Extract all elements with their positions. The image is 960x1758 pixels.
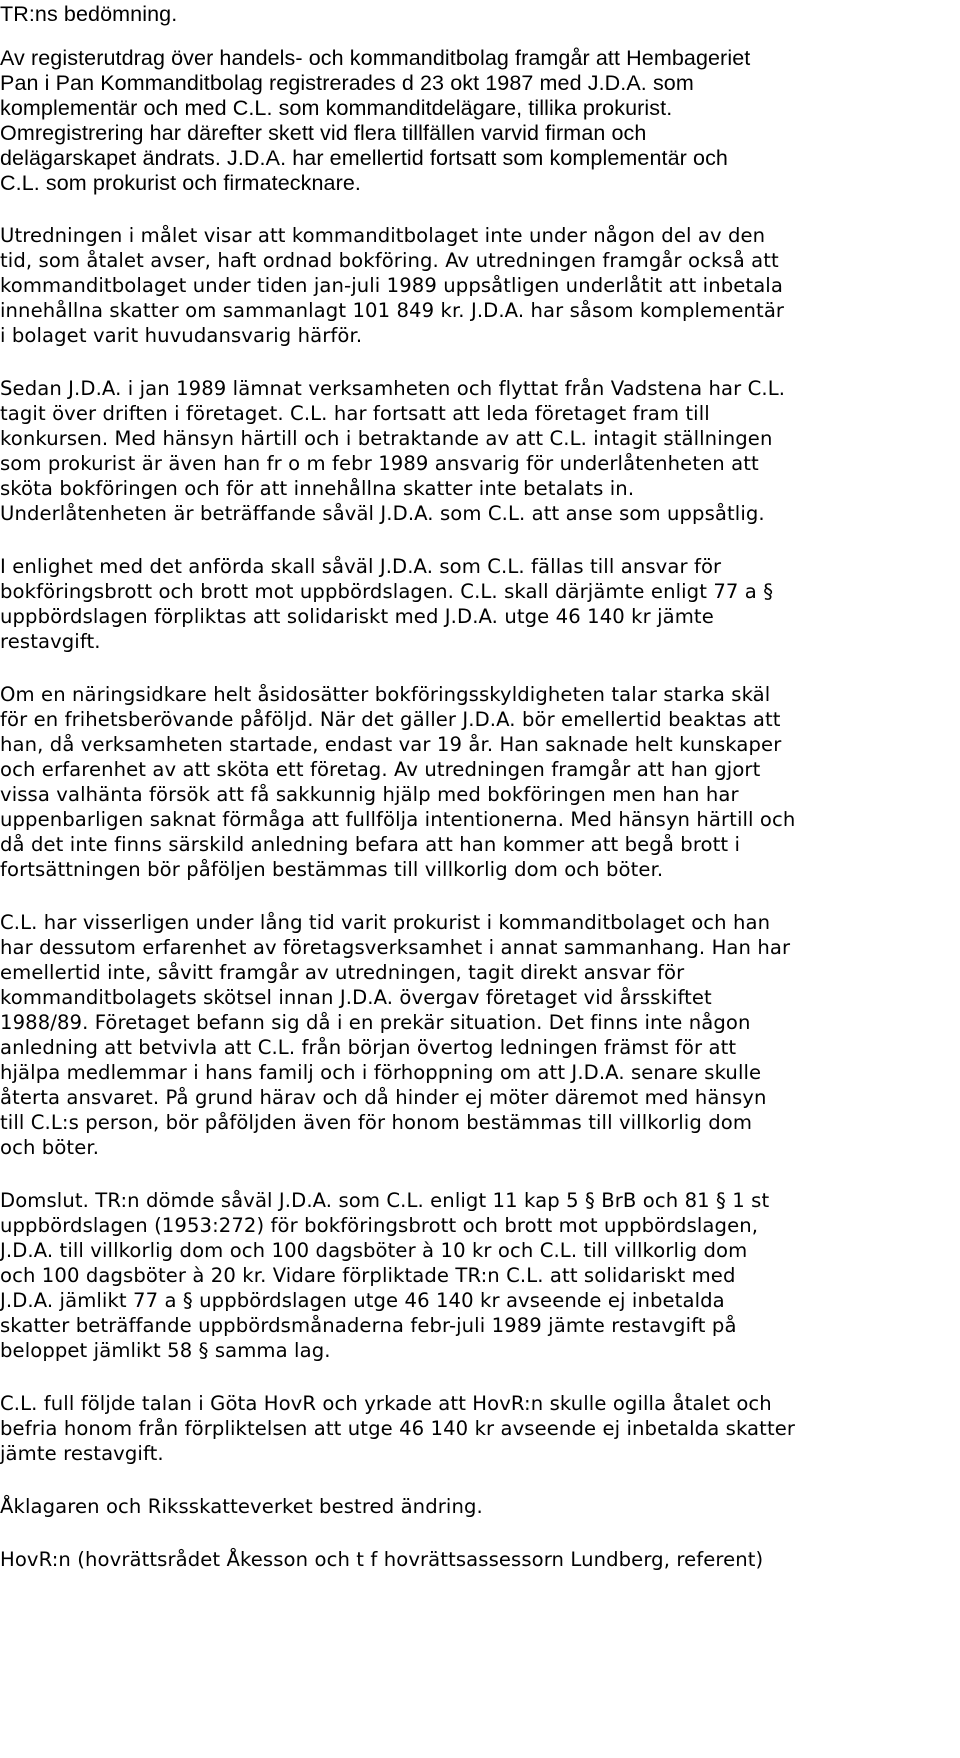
text-line: C.L. har visserligen under lång tid varit prokurist i kommanditbolaget och han <box>0 911 771 934</box>
text-line: hjälpa medlemmar i hans familj och i förhoppning om att J.D.A. senare skulle <box>0 1061 762 1084</box>
text-line: komplementär och med C.L. som kommanditdelägare, tillika prokurist. <box>0 96 673 120</box>
text-line: och 100 dagsböter à 20 kr. Vidare förpliktade TR:n C.L. att solidariskt med <box>0 1264 736 1287</box>
text-line: uppbördslagen förpliktas att solidariskt med J.D.A. utge 46 140 kr jämte <box>0 605 714 628</box>
text-line: då det inte finns särskild anledning befara att han kommer att begå brott i <box>0 833 741 856</box>
text-line: HovR:n (hovrättsrådet Åkesson och t f hovrättsassessorn Lundberg, referent) <box>0 1548 764 1571</box>
text-line: befria honom från förpliktelsen att utge 46 140 kr avseende ej inbetalda skatter <box>0 1417 796 1440</box>
text-line: vissa valhänta försök att få sakkunnig hjälp med bokföringen men han har <box>0 783 739 806</box>
text-line: innehållna skatter om sammanlagt 101 849 kr. J.D.A. har såsom komplementär <box>0 299 785 322</box>
text-line: Åklagaren och Riksskatteverket bestred ändring. <box>0 1495 483 1518</box>
text-line: uppenbarligen saknat förmåga att fullfölja intentionerna. Med hänsyn härtill och <box>0 808 796 831</box>
text-line: för en frihetsberövande påföljd. När det gäller J.D.A. bör emellertid beaktas att <box>0 708 781 731</box>
text-line: Omregistrering har därefter skett vid flera tillfällen varvid firman och <box>0 121 647 145</box>
text-line: Av registerutdrag över handels- och kommanditbolag framgår att Hembageriet <box>0 46 751 70</box>
text-line: kommanditbolagets skötsel innan J.D.A. övergav företaget vid årsskiftet <box>0 986 712 1009</box>
text-line: till C.L:s person, bör påföljden även för honom bestämmas till villkorlig dom <box>0 1111 753 1134</box>
text-line: Underlåtenheten är beträffande såväl J.D.A. som C.L. att anse som uppsåtlig. <box>0 502 765 525</box>
text-line: i bolaget varit huvudansvarig härför. <box>0 324 363 347</box>
text-line: Om en näringsidkare helt åsidosätter bokföringsskyldigheten talar starka skäl <box>0 683 771 706</box>
text-line: tagit över driften i företaget. C.L. har fortsatt att leda företaget fram till <box>0 402 710 425</box>
text-line: Pan i Pan Kommanditbolag registrerades d 23 okt 1987 med J.D.A. som <box>0 71 694 95</box>
text-line: anledning att betvivla att C.L. från början övertog ledningen främst för att <box>0 1036 737 1059</box>
text-line: beloppet jämlikt 58 § samma lag. <box>0 1339 331 1362</box>
text-line: J.D.A. till villkorlig dom och 100 dagsböter à 10 kr och C.L. till villkorlig dom <box>0 1239 748 1262</box>
text-line: har dessutom erfarenhet av företagsverksamhet i annat sammanhang. Han har <box>0 936 791 959</box>
text-line: sköta bokföringen och för att innehållna skatter inte betalats in. <box>0 477 635 500</box>
text-line: han, då verksamheten startade, endast var 19 år. Han saknade helt kunskaper <box>0 733 782 756</box>
text-line: bokföringsbrott och brott mot uppbördslagen. C.L. skall därjämte enligt 77 a § <box>0 580 774 603</box>
text-line: konkursen. Med hänsyn härtill och i betraktande av att C.L. intagit ställningen <box>0 427 773 450</box>
text-line: I enlighet med det anförda skall såväl J.D.A. som C.L. fällas till ansvar för <box>0 555 722 578</box>
text-line: jämte restavgift. <box>0 1442 164 1465</box>
text-line: Utredningen i målet visar att kommanditbolaget inte under någon del av den <box>0 224 766 247</box>
text-line: delägarskapet ändrats. J.D.A. har emellertid fortsatt som komplementär och <box>0 146 728 170</box>
text-line: återta ansvaret. På grund härav och då hinder ej möter däremot med hänsyn <box>0 1086 767 1109</box>
text-line: J.D.A. jämlikt 77 a § uppbördslagen utge 46 140 kr avseende ej inbetalda <box>0 1289 725 1312</box>
text-line: uppbördslagen (1953:272) för bokföringsbrott och brott mot uppbördslagen, <box>0 1214 759 1237</box>
text-line: C.L. full följde talan i Göta HovR och yrkade att HovR:n skulle ogilla åtalet och <box>0 1392 772 1415</box>
section-heading: TR:ns bedömning. <box>0 2 178 26</box>
text-line: restavgift. <box>0 630 101 653</box>
text-line: och erfarenhet av att sköta ett företag. Av utredningen framgår att han gjort <box>0 758 761 781</box>
text-line: 1988/89. Företaget befann sig då i en prekär situation. Det finns inte någon <box>0 1011 751 1034</box>
text-line: tid, som åtalet avser, haft ordnad bokföring. Av utredningen framgår också att <box>0 249 779 272</box>
text-line: och böter. <box>0 1136 100 1159</box>
text-line: kommanditbolaget under tiden jan-juli 1989 uppsåtligen underlåtit att inbetala <box>0 274 783 297</box>
text-line: C.L. som prokurist och firmatecknare. <box>0 171 361 195</box>
text-line: Sedan J.D.A. i jan 1989 lämnat verksamheten och flyttat från Vadstena har C.L. <box>0 377 786 400</box>
text-line: Domslut. TR:n dömde såväl J.D.A. som C.L. enligt 11 kap 5 § BrB och 81 § 1 st <box>0 1189 770 1212</box>
text-line: emellertid inte, såvitt framgår av utredningen, tagit direkt ansvar för <box>0 961 685 984</box>
text-line: skatter beträffande uppbördsmånaderna febr-juli 1989 jämte restavgift på <box>0 1314 737 1337</box>
text-line: fortsättningen bör påföljen bestämmas till villkorlig dom och böter. <box>0 858 664 881</box>
text-line: som prokurist är även han fr o m febr 1989 ansvarig för underlåtenheten att <box>0 452 759 475</box>
